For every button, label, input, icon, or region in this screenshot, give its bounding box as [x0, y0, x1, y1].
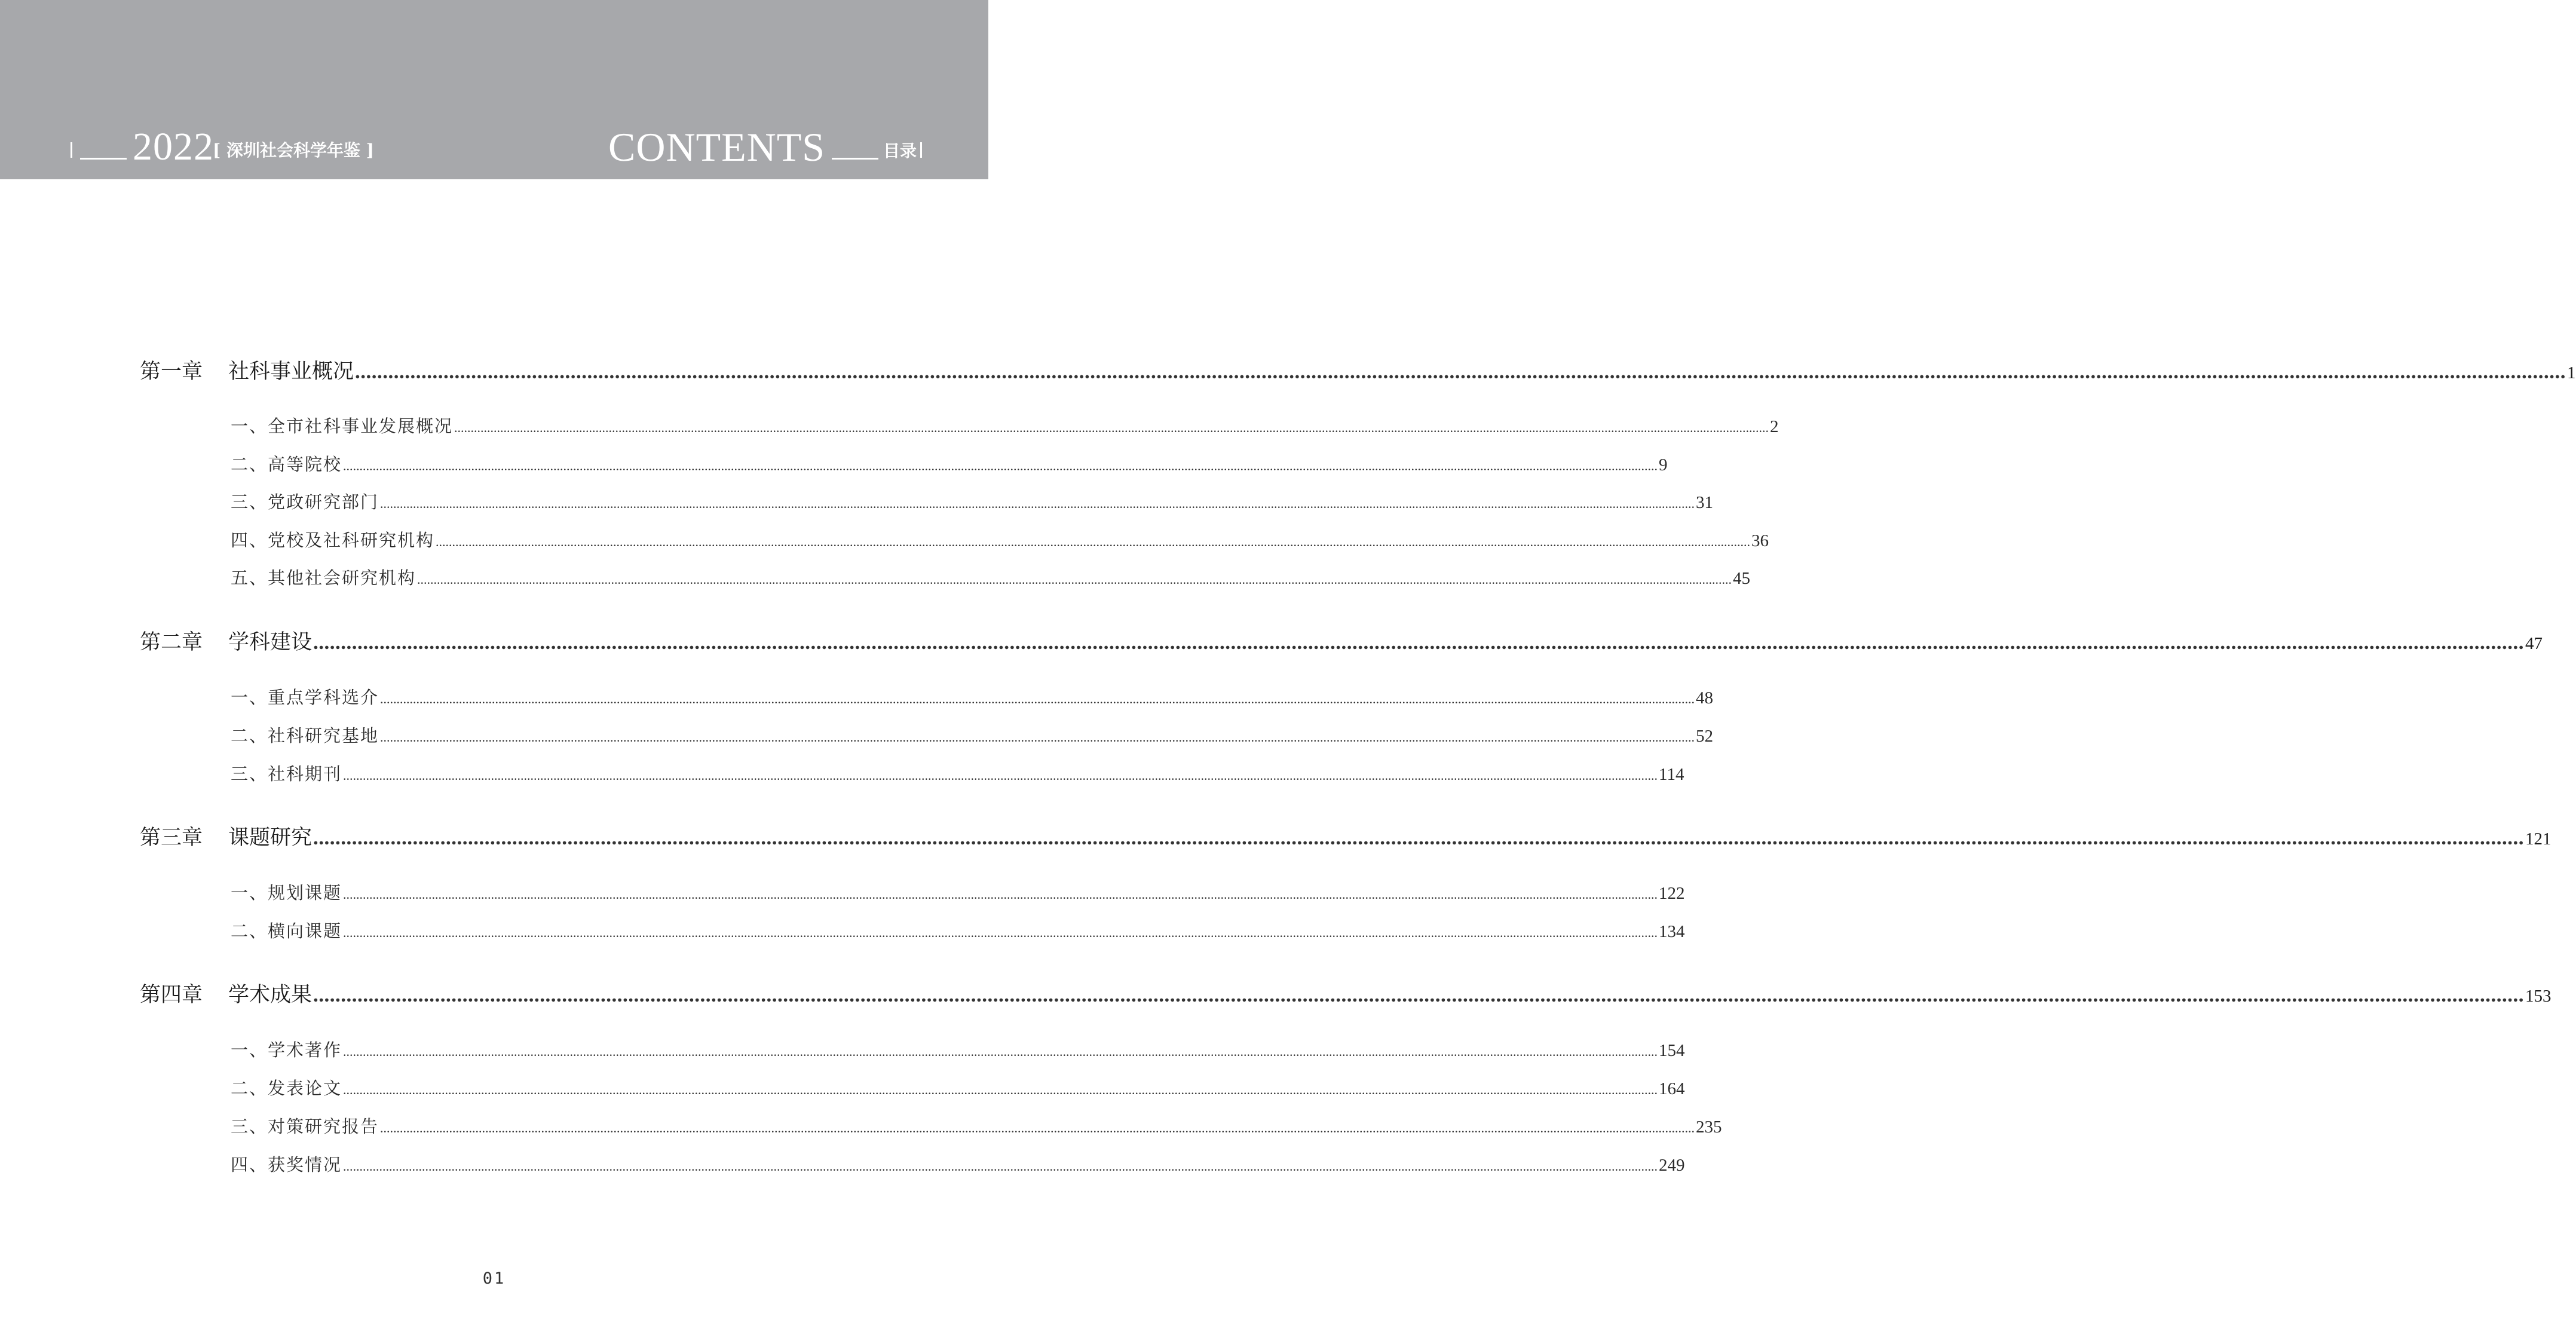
chapter-number: 第四章	[140, 983, 203, 1007]
dot-leader: ................................................................................................................................................................................................................................................................................................................................................................................................................	[343, 1082, 1658, 1097]
chapter-title: 学术成果	[228, 983, 313, 1007]
section-page: 9	[1659, 455, 1668, 474]
dot-leader: ................................................................................................................................................................................................................................................................................................................................................................................................................	[355, 360, 2566, 383]
section-title: 二、横向课题	[231, 921, 342, 941]
toc-section-4-2[interactable]	[231, 1075, 1685, 1101]
chapter-number: 第三章	[140, 826, 203, 850]
section-title: 四、党校及社科研究机构	[231, 530, 435, 550]
toc-section-1-1[interactable]	[231, 413, 1779, 439]
dot-leader: ................................................................................................................................................................................................................................................................................................................................................................................................................	[454, 420, 1769, 435]
page-number: 01	[482, 1269, 506, 1288]
dot-leader: ................................................................................................................................................................................................................................................................................................................................................................................................................	[343, 887, 1658, 902]
section-page: 36	[1751, 531, 1769, 550]
toc-section-2-2[interactable]	[231, 722, 1714, 749]
section-title: 三、社科期刊	[231, 764, 342, 784]
header-left-rule	[80, 158, 127, 160]
toc-chapter-2[interactable]	[140, 626, 2543, 657]
section-page: 52	[1696, 727, 1714, 746]
toc-section-1-2[interactable]	[231, 451, 1668, 477]
section-page: 2	[1770, 417, 1779, 436]
toc-section-4-4[interactable]	[231, 1152, 1685, 1178]
toc-section-2-1[interactable]	[231, 684, 1714, 711]
section-title: 五、其他社会研究机构	[231, 568, 416, 588]
dot-leader: ................................................................................................................................................................................................................................................................................................................................................................................................................	[380, 730, 1695, 745]
section-page: 154	[1659, 1041, 1685, 1060]
section-page: 31	[1696, 493, 1714, 512]
section-page: 164	[1659, 1079, 1685, 1098]
toc-section-4-3[interactable]	[231, 1113, 1722, 1140]
chapter-page: 121	[2525, 829, 2552, 849]
header-book-title: [ 深圳社会科学年鉴 ]	[213, 140, 374, 160]
section-title: 一、全市社科事业发展概况	[231, 416, 454, 436]
dot-leader: ................................................................................................................................................................................................................................................................................................................................................................................................................	[313, 826, 2525, 849]
toc-chapter-1[interactable]	[140, 355, 2576, 386]
dot-leader: ................................................................................................................................................................................................................................................................................................................................................................................................................	[343, 1044, 1658, 1059]
toc-chapter-4[interactable]	[140, 978, 2552, 1009]
section-title: 三、对策研究报告	[231, 1116, 379, 1137]
chapter-page: 47	[2525, 634, 2543, 653]
toc-section-1-5[interactable]	[231, 565, 1751, 591]
page-header	[0, 0, 988, 179]
dot-leader: ................................................................................................................................................................................................................................................................................................................................................................................................................	[343, 925, 1658, 940]
section-page: 45	[1733, 569, 1751, 588]
section-title: 一、重点学科选介	[231, 687, 379, 708]
header-right-rule	[832, 158, 878, 160]
dot-leader: ................................................................................................................................................................................................................................................................................................................................................................................................................	[313, 983, 2525, 1006]
toc-section-4-1[interactable]	[231, 1037, 1685, 1063]
toc-section-2-3[interactable]	[231, 761, 1684, 787]
dot-leader: ................................................................................................................................................................................................................................................................................................................................................................................................................	[380, 496, 1695, 511]
header-left-bar	[71, 142, 72, 158]
dot-leader: ................................................................................................................................................................................................................................................................................................................................................................................................................	[343, 768, 1658, 783]
section-page: 48	[1696, 688, 1714, 708]
chapter-title: 学科建设	[228, 630, 313, 654]
chapter-page: 153	[2525, 987, 2552, 1006]
dot-leader: ................................................................................................................................................................................................................................................................................................................................................................................................................	[380, 691, 1695, 706]
section-title: 一、学术著作	[231, 1040, 342, 1060]
header-contents-cn: 目录	[883, 141, 917, 161]
chapter-title: 课题研究	[228, 826, 313, 850]
section-page: 122	[1659, 884, 1685, 903]
chapter-page: 1	[2567, 363, 2576, 382]
dot-leader: ................................................................................................................................................................................................................................................................................................................................................................................................................	[313, 630, 2525, 654]
section-title: 二、高等院校	[231, 454, 342, 474]
dot-leader: ................................................................................................................................................................................................................................................................................................................................................................................................................	[380, 1120, 1695, 1135]
header-contents-title: CONTENTS	[608, 124, 826, 170]
dot-leader: ................................................................................................................................................................................................................................................................................................................................................................................................................	[343, 1159, 1658, 1174]
dot-leader: ................................................................................................................................................................................................................................................................................................................................................................................................................	[436, 534, 1751, 549]
section-title: 四、获奖情况	[231, 1155, 342, 1175]
chapter-number: 第一章	[140, 360, 203, 384]
header-right-bar	[920, 142, 922, 158]
section-page: 134	[1659, 922, 1685, 941]
dot-leader: ................................................................................................................................................................................................................................................................................................................................................................................................................	[343, 458, 1658, 473]
section-page: 249	[1659, 1156, 1685, 1175]
section-title: 二、社科研究基地	[231, 725, 379, 746]
toc-section-1-3[interactable]	[231, 489, 1714, 515]
toc-section-1-4[interactable]	[231, 527, 1769, 553]
section-title: 二、发表论文	[231, 1078, 342, 1098]
section-page: 114	[1659, 765, 1684, 784]
toc-chapter-3[interactable]	[140, 821, 2552, 852]
section-page: 235	[1696, 1118, 1722, 1137]
toc-section-3-2[interactable]	[231, 918, 1685, 944]
dot-leader: ................................................................................................................................................................................................................................................................................................................................................................................................................	[417, 572, 1732, 587]
section-title: 一、规划课题	[231, 883, 342, 903]
chapter-title: 社科事业概况	[228, 360, 354, 384]
header-year: 2022	[133, 125, 214, 169]
toc-section-3-1[interactable]	[231, 880, 1685, 906]
section-title: 三、党政研究部门	[231, 492, 379, 512]
chapter-number: 第二章	[140, 630, 203, 654]
